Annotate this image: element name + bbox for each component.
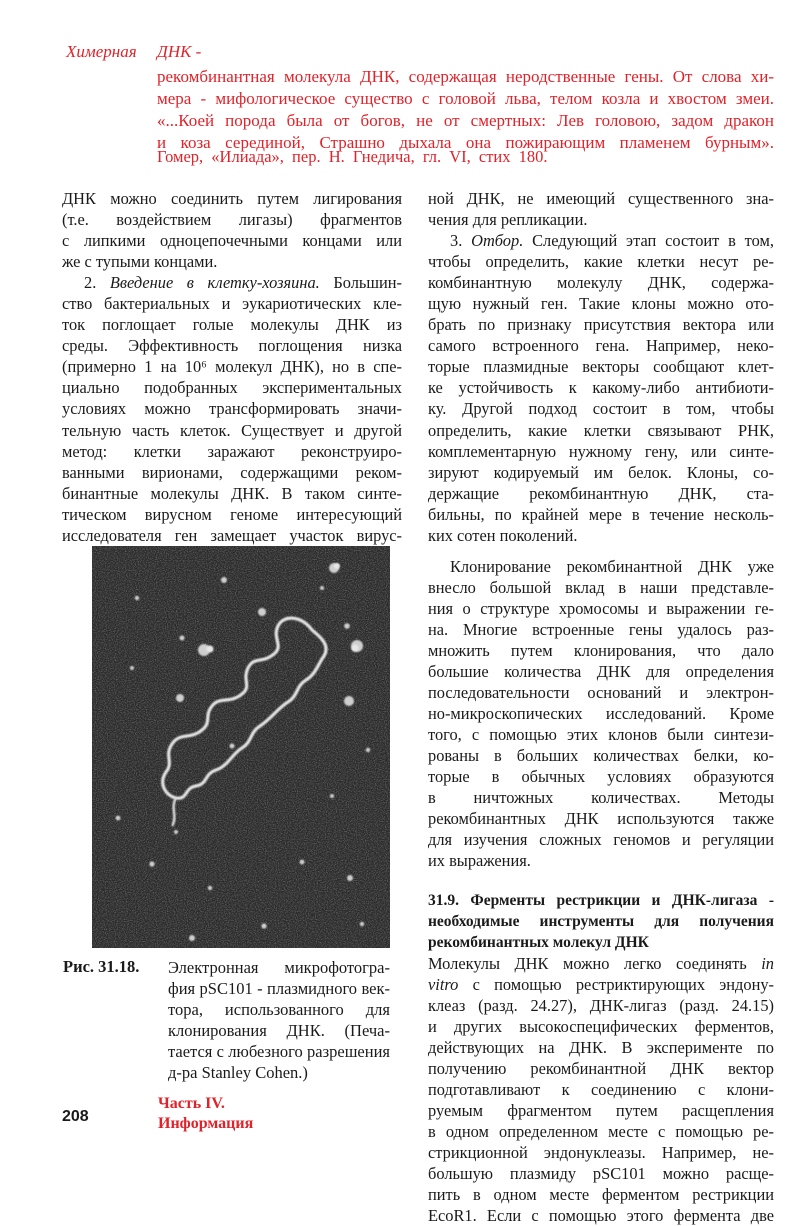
run-in-heading: Введение в клетку-хозяина.: [109, 273, 320, 293]
text-line: рекомбинантных ДНК используются также: [428, 809, 774, 829]
section-heading-line: необходимые инструменты для получения: [428, 912, 774, 930]
glossary-definition-line: рекомбинантная молекула ДНК, содержащая неродственные гены. От слова хи-: [157, 67, 774, 86]
caption-line: клонирования ДНК. (Печа-: [168, 1021, 390, 1040]
text-line: [428, 974, 774, 995]
text-line: на. Многие встроенные гены удалось раз-: [428, 619, 774, 639]
text-line: EcoR1. Если с помощью этого фермента две: [428, 1206, 774, 1226]
text-line: в ничтожных количествах. Методы: [428, 788, 774, 808]
running-footer: [158, 1094, 253, 1134]
text-line: Клонирование рекомбинантной ДНК уже: [450, 556, 774, 576]
text-line: метод: клетки заражают реконструиро-: [62, 441, 402, 461]
part-number: Часть IV.: [158, 1095, 225, 1112]
text-line: среды. Эффективность поглощения низка: [62, 336, 402, 356]
text-line: исследователя ген замещает участок вирус-: [62, 525, 402, 545]
glossary-definition-line: мера - мифологическое существо с головой льва, телом козла и хвостом змеи.: [157, 89, 774, 108]
text-line: ку. Другой подход состоит в том, чтобы: [428, 399, 774, 419]
text-line: щую нужный ген. Такие клоны можно ото-: [428, 294, 774, 314]
plasmid-micrograph-image: [92, 546, 390, 948]
text-line: действующих на ДНК. В эксперименте по: [428, 1037, 774, 1057]
text-line: (примерно 1 на 10⁶ молекул ДНК), но в спе-: [62, 357, 402, 377]
text-line: же с тупыми концами.: [62, 252, 218, 272]
text-run: Большин-: [319, 273, 402, 293]
text-line: тельную часть клеток. Существует и другой: [62, 420, 402, 440]
text-line: последовательности оснований и электрон-: [428, 683, 774, 703]
text-line: клеаз (разд. 24.27), ДНК-лигаз (разд. 24.15): [428, 995, 774, 1015]
text-line: большие количества ДНК для определения: [428, 662, 774, 682]
section-heading-line: рекомбинантных молекул ДНК: [428, 933, 649, 951]
electron-micrograph: [92, 546, 390, 948]
italic-run: in: [761, 953, 774, 973]
text-line: ния о структуре хромосомы и выражении ге-: [428, 598, 774, 618]
text-line: ДНК можно соединить путем лигирования: [62, 189, 402, 208]
list-number: 3.: [450, 231, 463, 251]
paragraph-start: [428, 230, 774, 251]
text-line: самого встроенного гена. Например, неко-: [428, 336, 774, 356]
glossary-definition-line: и коза серединой, Страшно дыхала она пожирающим пламенем бурным».: [157, 133, 774, 152]
text-line: условиях можно трансформировать значи-: [62, 399, 402, 419]
text-line: бильны, по крайней мере в течение несколь-: [428, 504, 774, 524]
glossary-term-head: ДНК -: [157, 42, 202, 61]
figure-caption: [168, 957, 390, 1083]
text-line: с липкими одноцепочечными концами или: [62, 231, 402, 251]
text-line: брать по признаку присутствия вектора или: [428, 315, 774, 335]
section-heading-line: 31.9. Ферменты рестрикции и ДНК-лигаза -: [428, 891, 774, 909]
text-line: ванными вирионами, содержащими реком-: [62, 462, 402, 482]
text-line: в одном определенном месте с помощью ре-: [428, 1122, 774, 1142]
text-line: чтобы определить, какие клетки несут ре-: [428, 252, 774, 272]
paragraph-start: [62, 272, 402, 293]
text-line: ке устойчивость к какому-либо антибиоти-: [428, 378, 774, 398]
text-line: пить в одном месте ферментом рестрикции: [428, 1185, 774, 1205]
text-line: рованы в больших количествах белки, ко-: [428, 746, 774, 766]
text-run: Следующий этап состоит в том,: [523, 231, 774, 251]
list-number: 2.: [84, 273, 97, 293]
text-line: держащие рекомбинантную ДНК, ста-: [428, 483, 774, 503]
text-line: и других высокоспецифических ферментов,: [428, 1016, 774, 1036]
text-line: ство бактериальных и эукариотических кле-: [62, 294, 402, 314]
text-run: с помощью рестриктирующих эндону-: [458, 974, 774, 994]
text-line: множить путем клонирования, что дало: [428, 640, 774, 660]
run-in-heading: Отбор.: [471, 231, 524, 251]
italic-run: vitro: [428, 974, 459, 994]
text-line: ких сотен поколений.: [428, 525, 578, 545]
text-line: внесло большой вклад в наши представле-: [428, 577, 774, 597]
text-line: комплементарную нужному гену, или синте-: [428, 441, 774, 461]
caption-line: тается с любезного разрешения: [168, 1042, 390, 1061]
text-line: но-микроскопических исследований. Кроме: [428, 704, 774, 724]
text-line: получению рекомбинантной ДНК вектор: [428, 1058, 774, 1078]
caption-line: тора, использованного для: [168, 1000, 390, 1019]
caption-line: фия pSC101 - плазмидного век-: [168, 979, 390, 998]
text-line: зируют кодируемый им белок. Клоны, со-: [428, 462, 774, 482]
text-line: того, с помощью этих клонов были синтези-: [428, 725, 774, 745]
glossary-term: Химерная: [66, 42, 137, 61]
text-line: большую плазмиду pSC101 можно расще-: [428, 1164, 774, 1184]
text-line: их выражения.: [428, 851, 531, 871]
right-column: [428, 188, 774, 1226]
text-line: торые плазмидные векторы сообщают клет-: [428, 357, 774, 377]
text-line: тическом вирусном геноме интересующий: [62, 504, 402, 524]
text-line: [428, 953, 774, 974]
text-line: комбинантную молекулу ДНК, содержа-: [428, 273, 774, 293]
text-line: (т.е. воздействием лигазы) фрагментов: [62, 210, 402, 230]
text-run: Молекулы ДНК можно легко соединять: [428, 953, 762, 973]
text-line: ной ДНК, не имеющий существенного зна-: [428, 189, 774, 208]
text-line: чения для репликации.: [428, 210, 588, 230]
page-number: 208: [62, 1108, 89, 1125]
part-title: Информация: [158, 1115, 254, 1132]
text-line: подготавливают к соединению с клони-: [428, 1079, 774, 1099]
figure-label: Рис. 31.18.: [63, 957, 140, 976]
text-line: для изучения сложных геномов и регуляции: [428, 830, 774, 850]
text-line: циально подобранных экспериментальных: [62, 378, 402, 398]
left-column: [62, 188, 402, 546]
glossary-definition-line: «...Коей порода была от богов, не от смертных: Лев головою, задом дракон: [157, 111, 774, 130]
text-line: определить, какие клетки связывают РНК,: [428, 420, 774, 440]
section-heading: [428, 890, 774, 953]
text-line: руемым фрагментом путем расщепления: [428, 1100, 774, 1120]
text-line: торые в обычных условиях образуются: [428, 767, 774, 787]
caption-line: Электронная микрофотогра-: [168, 958, 390, 977]
text-line: ток поглощает голые молекулы ДНК из: [62, 315, 402, 335]
glossary-citation: Гомер, «Илиада», пер. Н. Гнедича, гл. VI, стих 180.: [157, 147, 548, 166]
text-line: бинантные молекулы ДНК. В таком синте-: [62, 483, 402, 503]
text-line: стрикционной эндонуклеазы. Например, не-: [428, 1143, 774, 1163]
caption-line: д-ра Stanley Cohen.): [168, 1063, 308, 1082]
